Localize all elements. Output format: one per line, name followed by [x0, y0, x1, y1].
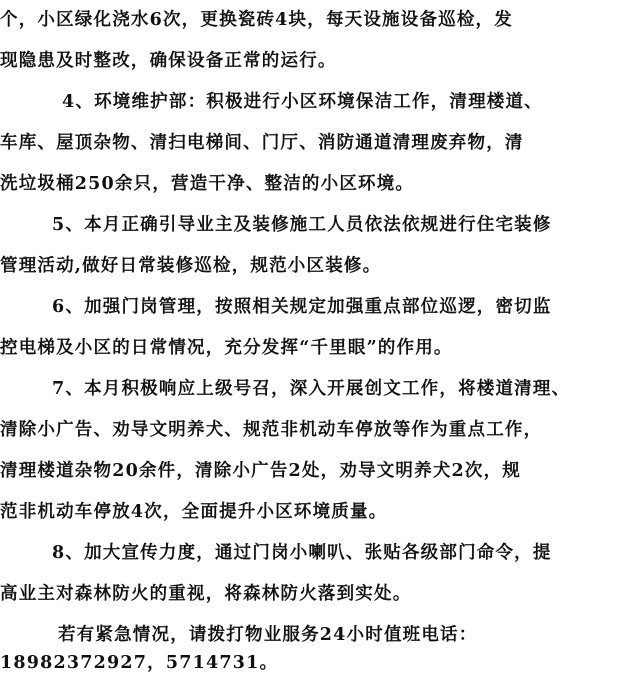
text-line: 控电梯及小区的日常情况，充分发挥“千里眼”的作用。 — [0, 338, 453, 358]
section-6-line: 6、加强门岗管理，按照相关规定加强重点部位巡逻，密切监 — [52, 297, 552, 317]
text-line: 个，小区绿化浇水6次，更换瓷砖4块，每天设施设备巡检，发 — [0, 10, 513, 30]
text-line: 管理活动,做好日常装修巡检，规范小区装修。 — [0, 256, 382, 276]
emergency-contact-line: 若有紧急情况，请拨打物业服务24小时值班电话： — [58, 625, 478, 645]
section-4-heading-line: 4、环境维护部：积极进行小区环境保洁工作，清理楼道、 — [62, 92, 543, 112]
text-line: 高业主对森林防火的重视，将森林防火落到实处。 — [0, 584, 412, 604]
text-line: 清除小广告、劝导文明养犬、规范非机动车停放等作为重点工作， — [0, 420, 543, 440]
text-line: 现隐患及时整改，确保设备正常的运行。 — [0, 51, 337, 71]
text-line: 清理楼道杂物20余件，清除小广告2处，劝导文明养犬2次，规 — [0, 461, 522, 481]
text-line: 车库、屋顶杂物、清扫电梯间、门厅、消防通道清理废弃物，清 — [0, 133, 524, 153]
text-line: 范非机动车停放4次，全面提升小区环境质量。 — [0, 502, 388, 522]
section-5-line: 5、本月正确引导业主及装修施工人员依法依规进行住宅装修 — [52, 215, 552, 235]
section-7-line: 7、本月积极响应上级号召，深入开展创文工作，将楼道清理、 — [52, 379, 571, 399]
phone-numbers-line: 18982372927，5714731。 — [0, 653, 279, 673]
text-line: 洗垃圾桶250余只，营造干净、整洁的小区环境。 — [0, 174, 415, 194]
section-8-line: 8、加大宣传力度，通过门岗小喇叭、张贴各级部门命令，提 — [52, 543, 552, 563]
